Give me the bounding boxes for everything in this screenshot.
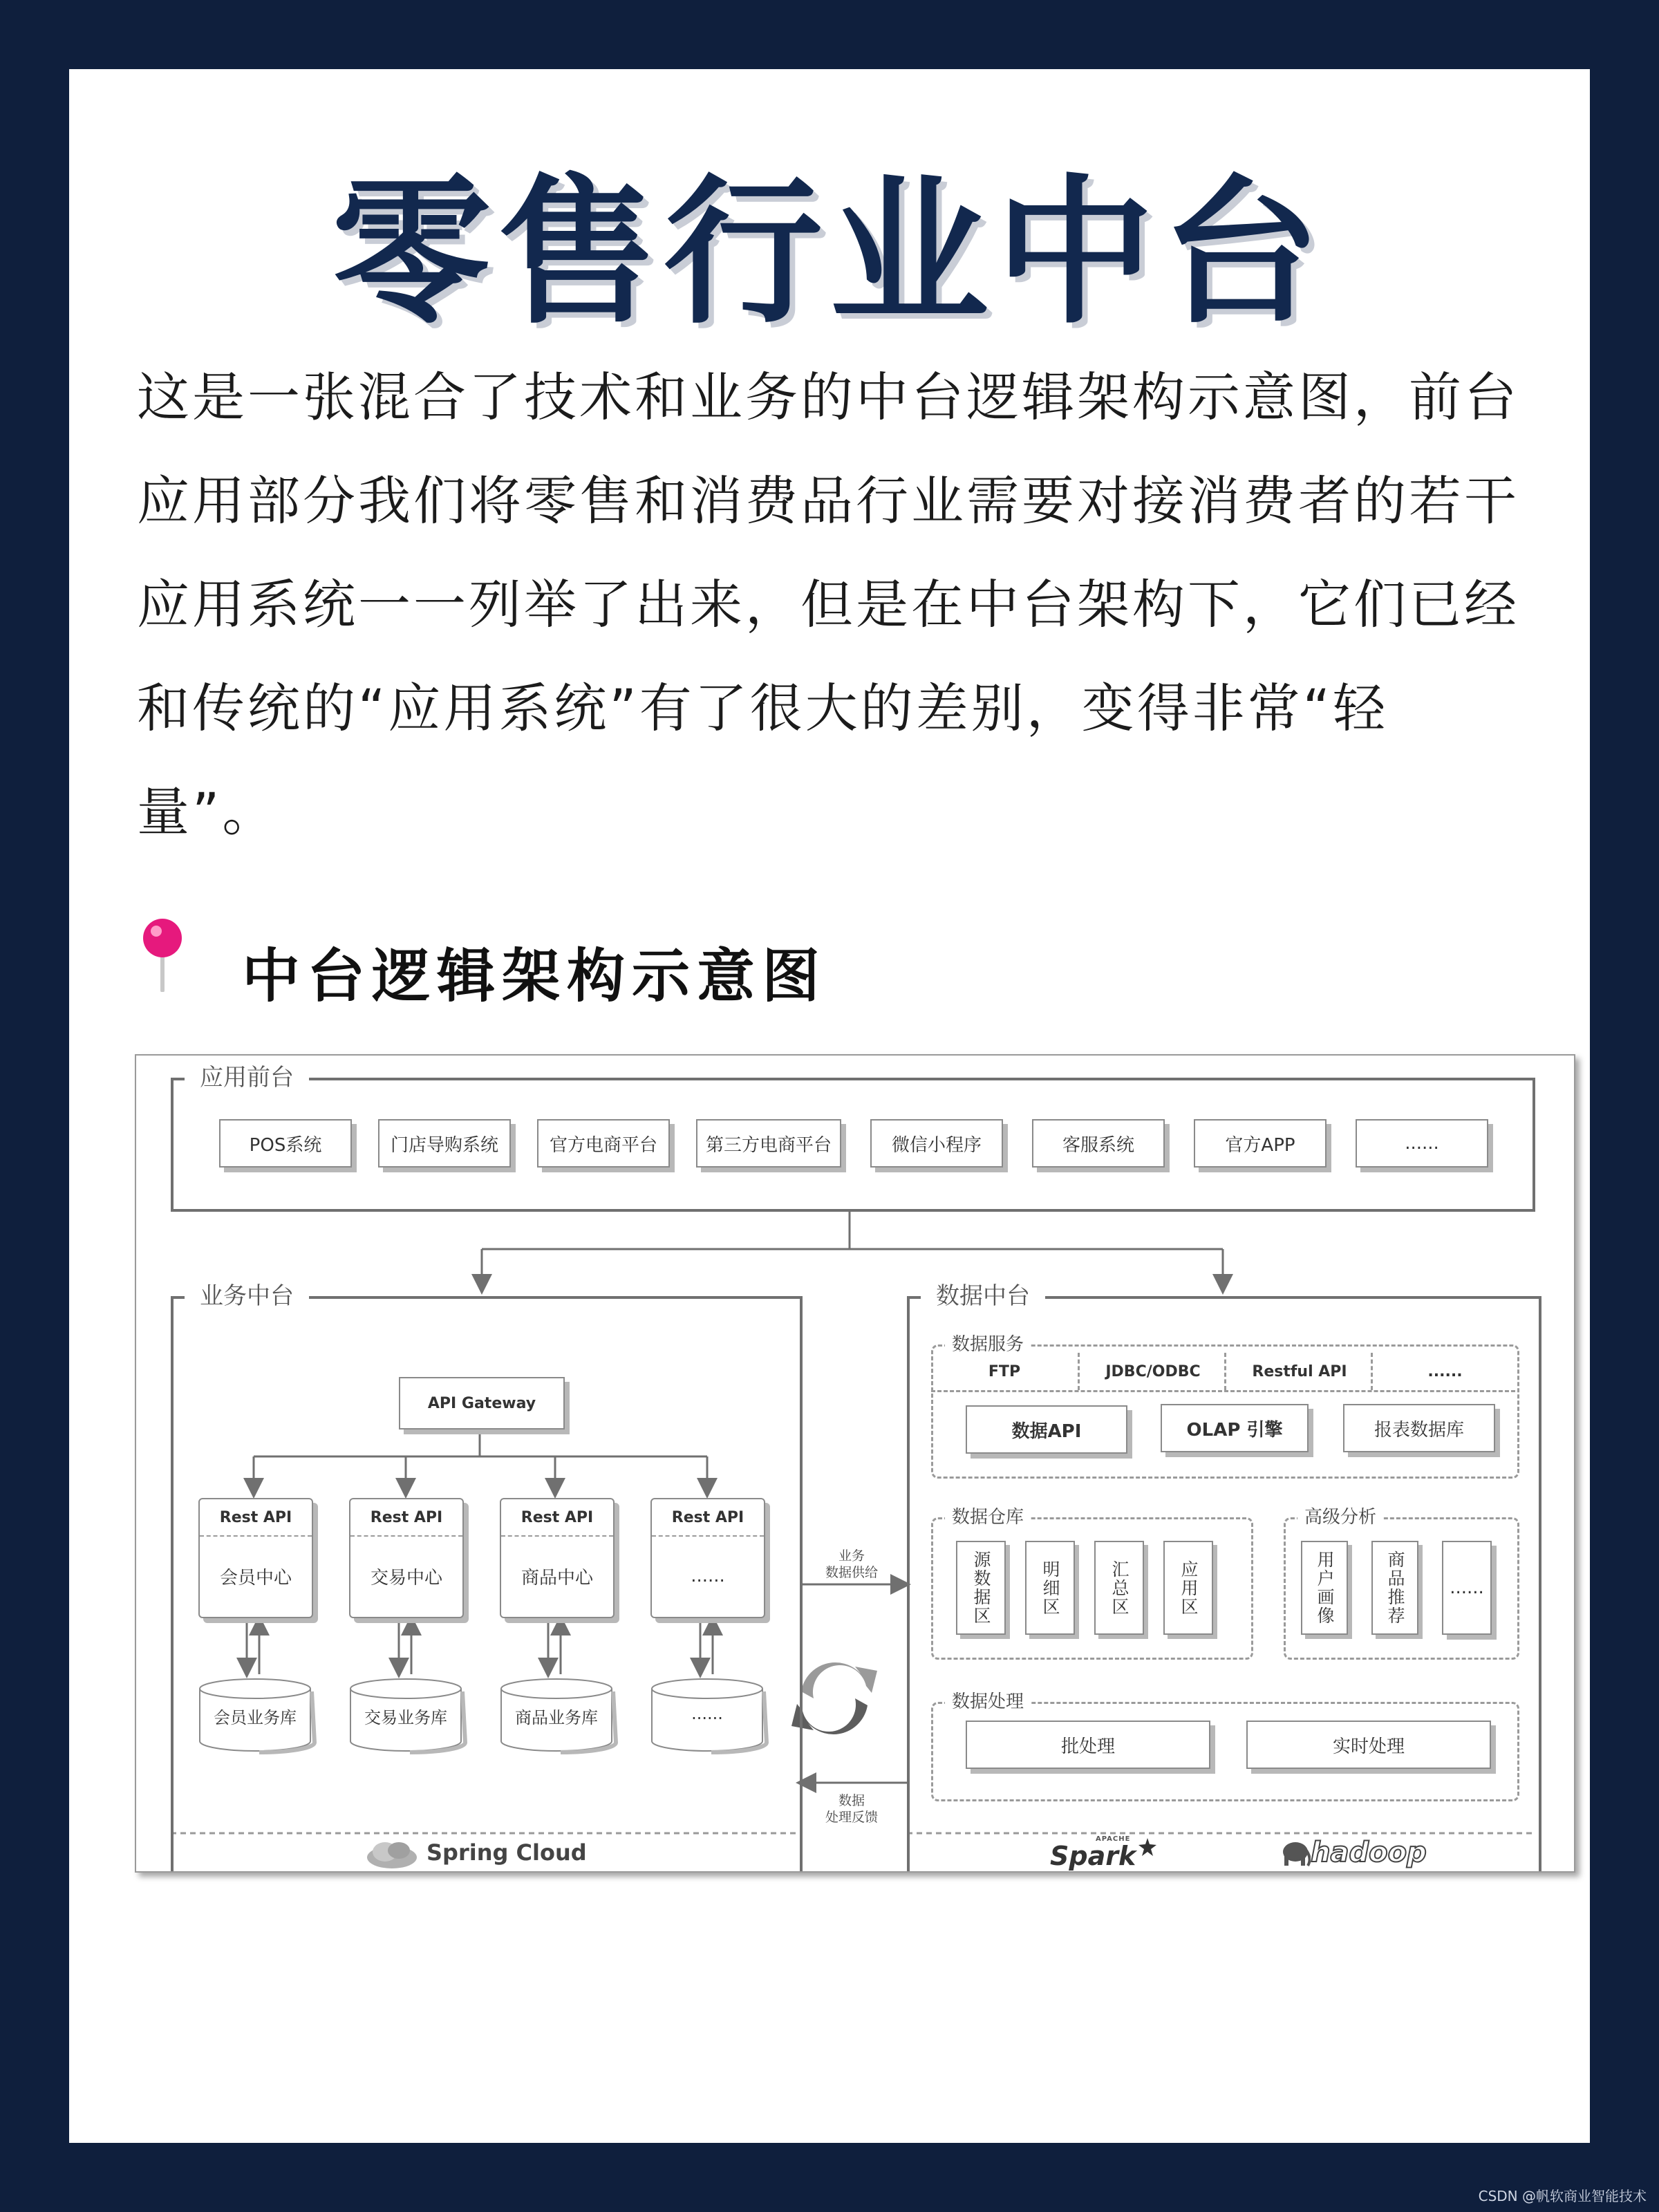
section-heading-text: 中台逻辑架构示意图 <box>242 942 827 1010</box>
warehouse-application-zone: 应用区 <box>1163 1541 1213 1635</box>
cloud-icon <box>364 1837 420 1870</box>
protocol-more: ...... <box>1371 1353 1517 1390</box>
front-app-third-party-ecommerce: 第三方电商平台 <box>696 1119 841 1168</box>
warehouse-summary-zone: 汇总区 <box>1094 1541 1144 1635</box>
data-warehouse-label: 数据仓库 <box>945 1507 1031 1528</box>
front-app-official-ecommerce: 官方电商平台 <box>537 1119 670 1168</box>
batch-processing-box: 批处理 <box>966 1721 1210 1769</box>
protocol-restful-api: Restful API <box>1224 1353 1373 1390</box>
architecture-diagram <box>135 1054 1575 1873</box>
report-database-box: 报表数据库 <box>1343 1404 1495 1452</box>
front-app-wechat-miniprogram: 微信小程序 <box>870 1119 1003 1168</box>
map-pin-icon <box>138 916 187 992</box>
watermark-text: CSDN @帆软商业智能技术 <box>1478 2188 1647 2204</box>
spark-logo-text: Spark <box>1050 1841 1136 1871</box>
olap-engine-box: OLAP 引擎 <box>1161 1404 1309 1452</box>
protocol-row <box>931 1353 1515 1392</box>
warehouse-source-zone: 源数据区 <box>956 1541 1006 1635</box>
front-app-customer-service: 客服系统 <box>1032 1119 1165 1168</box>
service-api-label: Rest API <box>652 1499 764 1537</box>
api-gateway-box: API Gateway <box>399 1377 565 1430</box>
protocol-ftp: FTP <box>988 1362 1021 1380</box>
sync-icon <box>791 1662 877 1734</box>
hadoop-logo <box>1280 1835 1425 1871</box>
front-layer-label: 应用前台 <box>185 1064 309 1091</box>
service-name: 会员中心 <box>219 1567 292 1588</box>
warehouse-detail-zone: 明细区 <box>1025 1541 1075 1635</box>
member-database: 会员业务库 <box>198 1678 312 1750</box>
service-member-center <box>198 1498 313 1618</box>
data-processing-feedback-note: 数据 处理反馈 <box>825 1793 878 1825</box>
page-title: 零售行业中台 <box>331 161 1327 346</box>
service-product-center <box>500 1498 615 1618</box>
realtime-processing-box: 实时处理 <box>1246 1721 1491 1769</box>
poster-card <box>69 69 1590 2143</box>
advanced-analytics-label: 高级分析 <box>1297 1507 1383 1528</box>
service-api-label: Rest API <box>200 1499 312 1537</box>
spark-logo <box>1047 1835 1165 1871</box>
data-services-label: 数据服务 <box>945 1334 1031 1355</box>
analytics-user-profile: 用户画像 <box>1301 1541 1348 1635</box>
front-app-store-guide: 门店导购系统 <box>378 1119 511 1168</box>
spring-cloud-text: Spring Cloud <box>427 1839 587 1866</box>
analytics-product-recommendation: 商品推荐 <box>1371 1541 1418 1635</box>
front-app-more: ...... <box>1356 1119 1488 1168</box>
service-more <box>650 1498 765 1618</box>
spark-logo-top: APACHE <box>1096 1835 1131 1843</box>
protocol-jdbc-odbc: JDBC/ODBC <box>1078 1353 1226 1390</box>
service-api-label: Rest API <box>350 1499 462 1537</box>
analytics-more: ...... <box>1442 1541 1492 1635</box>
front-layer-frame <box>171 1078 1535 1212</box>
data-processing-label: 数据处理 <box>945 1691 1031 1712</box>
more-database: ...... <box>650 1678 764 1750</box>
business-data-supply-note: 业务 数据供给 <box>825 1548 878 1580</box>
service-name: ...... <box>691 1566 725 1586</box>
data-api-box: 数据API <box>966 1405 1127 1454</box>
service-api-label: Rest API <box>501 1499 613 1537</box>
service-name: 商品中心 <box>521 1567 593 1588</box>
hadoop-logo-text: hadoop <box>1311 1837 1427 1868</box>
elephant-icon <box>1280 1838 1311 1868</box>
service-transaction-center <box>349 1498 464 1618</box>
front-app-pos: POS系统 <box>219 1119 352 1168</box>
front-app-official-app: 官方APP <box>1194 1119 1327 1168</box>
star-icon <box>1138 1838 1156 1856</box>
data-layer-label: 数据中台 <box>921 1282 1045 1310</box>
intro-paragraph: 这是一张混合了技术和业务的中台逻辑架构示意图，前台应用部分我们将零售和消费品行业需要对接消费者的若干应用系统一一列举了出来，但是在中台架构下，它们已经和传统的“应用系统”有了很大的差别，变得非常“轻量”。 <box>137 366 1519 843</box>
service-name: 交易中心 <box>370 1567 442 1588</box>
transaction-database: 交易业务库 <box>349 1678 462 1750</box>
product-database: 商品业务库 <box>500 1678 613 1750</box>
spring-cloud-logo <box>364 1837 613 1870</box>
business-layer-label: 业务中台 <box>185 1282 309 1310</box>
section-heading <box>138 916 1106 1020</box>
